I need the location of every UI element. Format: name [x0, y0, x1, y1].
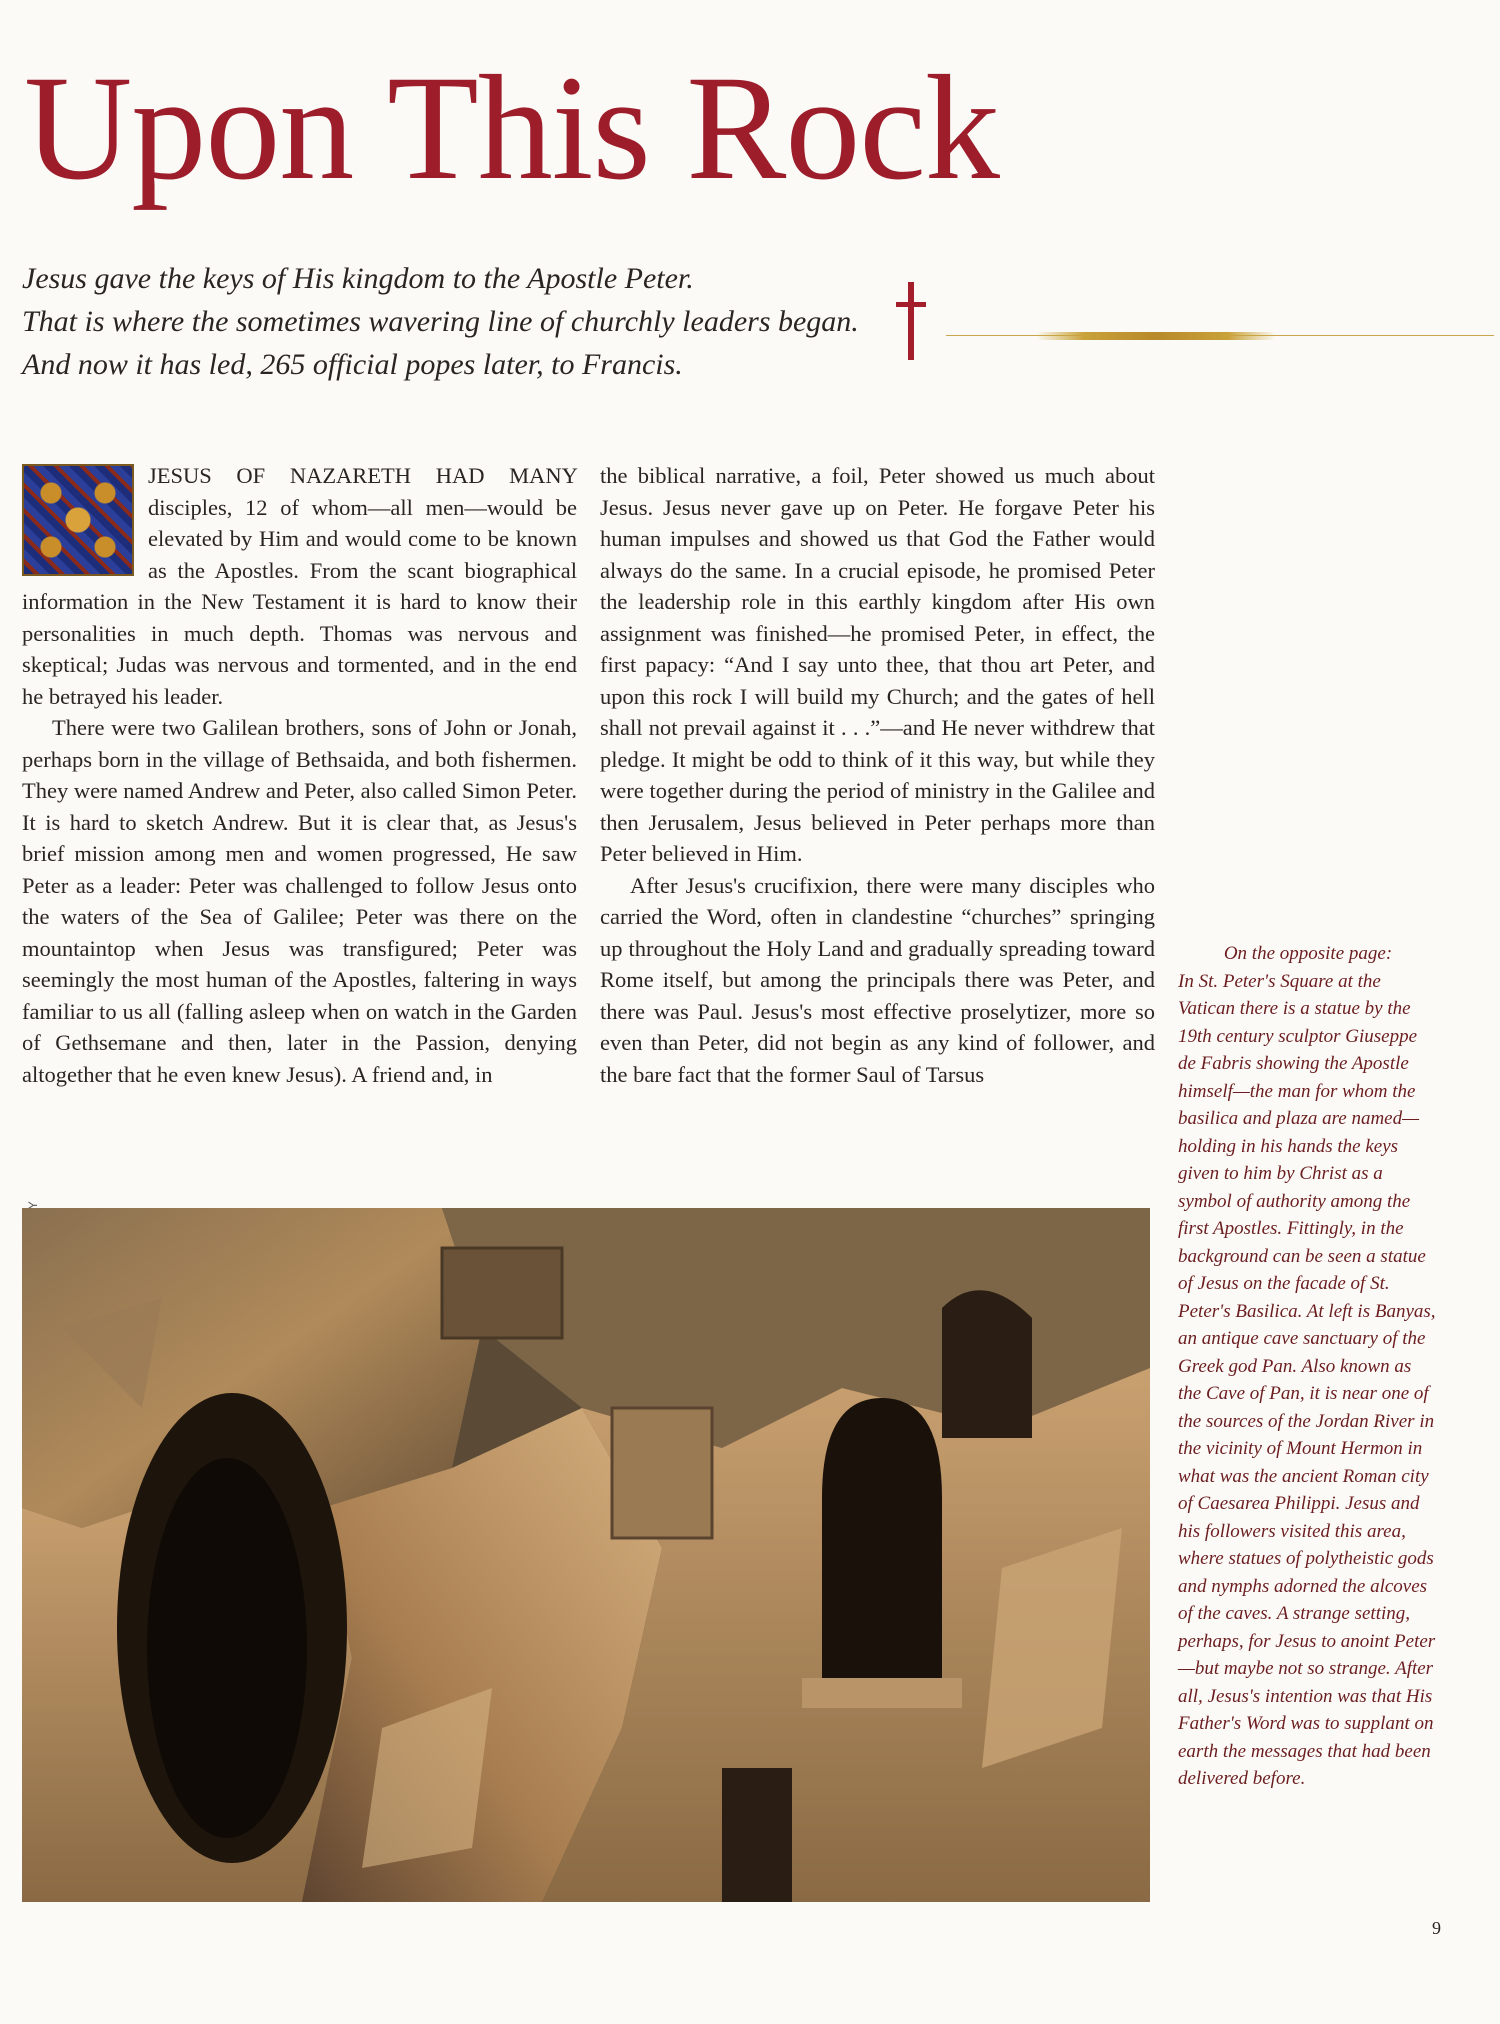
- paragraph-2: There were two Galilean brothers, sons of John or Jonah, perhaps born in the village of Bethsaida, and both fishermen. They were named Andrew and Peter, also called Simon Peter. It is hard to sketch Andrew. But it is clear that, as Jesus's brief mission among men and women progressed, He saw Peter as a leader: Peter was challenged to follow Jesus onto the waters of the Sea of Galilee; Peter was there on the mountaintop when Jesus was transfigured; Peter was seemingly the most human of the Apostles, faltering in ways familiar to us all (falling asleep when on watch in the Garden of Gethsemane and then, later in the Passion, denying altogether that he even knew Jesus). A friend and, in: [22, 715, 577, 1087]
- ornamental-dropcap-icon: [22, 464, 134, 576]
- deck: [22, 257, 902, 386]
- ornamental-rule: [946, 332, 1494, 340]
- banyas-cave-photo: [22, 1208, 1150, 1902]
- deck-line-1: Jesus gave the keys of His kingdom to the Apostle Peter.: [22, 262, 694, 295]
- article-column-1: [22, 460, 577, 1090]
- paragraph-1-text: disciples, 12 of whom—all men—would be elevated by Him and would come to be known as the Apostles. From the scant biographical information in the New Testament it is hard to know their personalities in much depth. Thomas was nervous and skeptical; Judas was nervous and tormented, and in the end he betrayed his leader.: [22, 494, 577, 709]
- deck-line-3: And now it has led, 265 official popes later, to Francis.: [22, 348, 683, 381]
- cross-icon: [896, 282, 926, 360]
- paragraph-4: After Jesus's crucifixion, there were many disciples who carried the Word, often in clandestine “churches” springing up throughout the Holy Land and gradually spreading toward Rome itself, but among the principals there was Peter, and there was Paul. Jesus's most effective proselytizer, more so even than Peter, did not begin as any kind of follower, and the bare fact that the former Saul of Tarsus: [600, 872, 1155, 1087]
- lead-in: JESUS OF NAZARETH HAD MANY: [148, 463, 577, 488]
- photo-caption: [1178, 940, 1438, 1793]
- cave-rock-illustration: [22, 1208, 1150, 1902]
- deck-line-2: That is where the sometimes wavering line of churchly leaders began.: [22, 305, 859, 338]
- paragraph-3: the biblical narrative, a foil, Peter showed us much about Jesus. Jesus never gave up on Peter. He forgave Peter his human impulses and showed us that God the Father would always do the same. In a crucial episode, he promised Peter the leadership role in this earthly kingdom after His own assignment was finished—he promised Peter, in effect, the first papacy: “And I say unto thee, that thou art Peter, and upon this rock I will build my Church; and the gates of hell shall not prevail against it . . .”—and He never withdrew that pledge. It might be odd to think of it this way, but while they were together during the period of ministry in the Galilee and then Jerusalem, Jesus believed in Peter perhaps more than Peter believed in Him.: [600, 463, 1155, 866]
- page-number: 9: [1432, 1918, 1441, 1938]
- caption-heading: On the opposite page:: [1223, 943, 1393, 964]
- page-title: Upon This Rock: [24, 45, 999, 211]
- paragraph-1: [22, 460, 577, 712]
- caption-body: In St. Peter's Square at the Vatican there is a statue by the 19th century sculptor Giuseppe de Fabris showing the Apostle himself—the man for whom the basilica and plaza are named—holding in his hands the keys given to him by Christ as a symbol of authority among the first Apostles. Fittingly, in the background can be seen a statue of Jesus on the facade of St. Peter's Basilica. At left is Banyas, an antique cave sanctuary of the Greek god Pan. Also known as the Cave of Pan, it is near one of the sources of the Jordan River in the vicinity of Mount Hermon in what was the ancient Roman city of Caesarea Philippi. Jesus and his followers visited this area, where statues of polytheistic gods and nymphs adorned the alcoves of the caves. A strange setting, perhaps, for Jesus to anoint Peter—but maybe not so strange. After all, Jesus's intention was that His Father's Word was to supplant on earth the messages that had been delivered before.: [1178, 970, 1436, 1789]
- article-column-2: [600, 460, 1155, 1090]
